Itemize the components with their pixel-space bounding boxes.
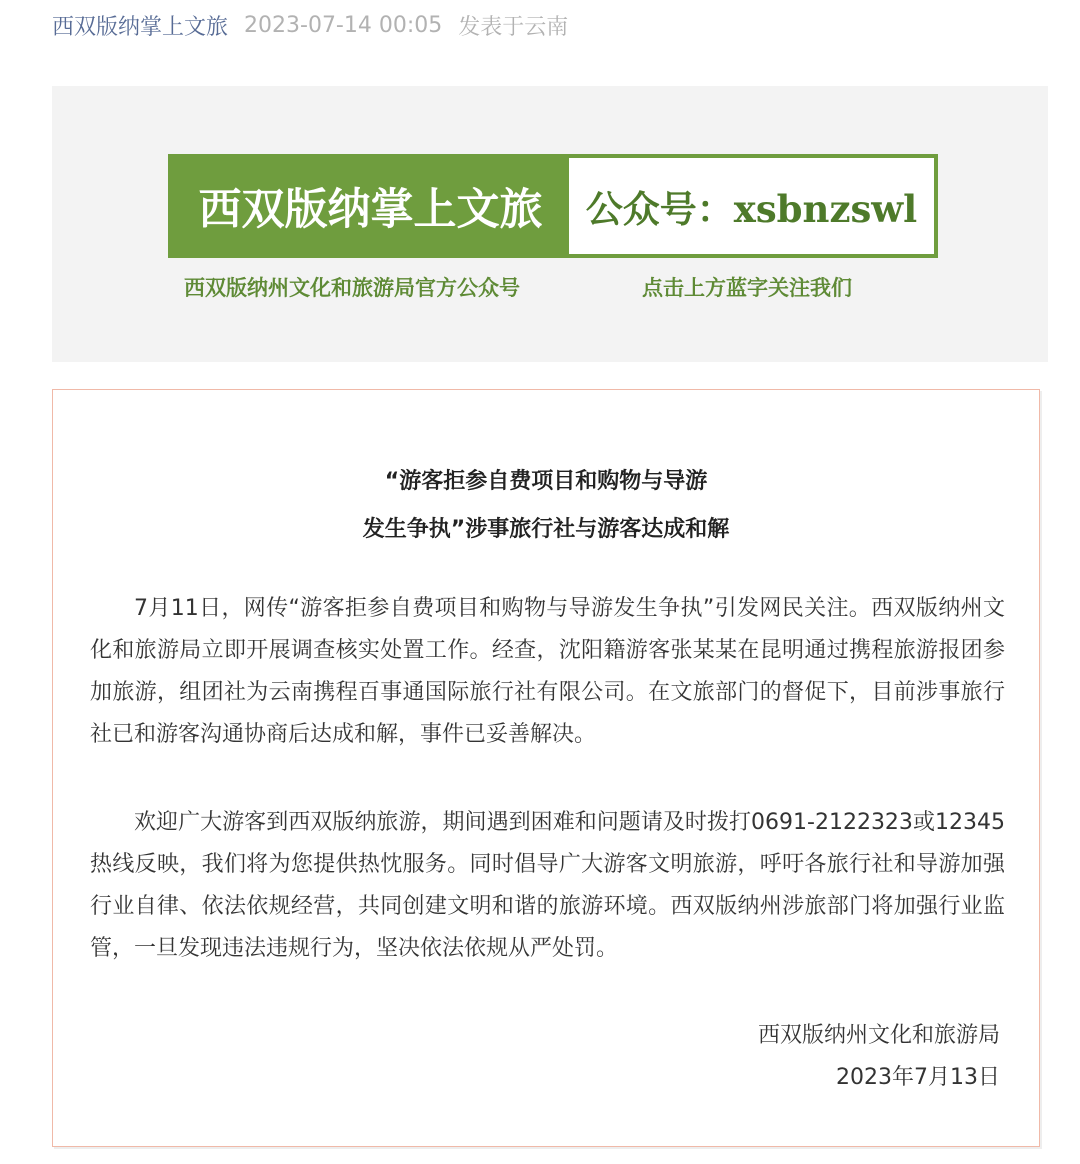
notice-title-line2: 发生争执”涉事旅行社与游客达成和解 bbox=[362, 517, 730, 542]
notice-paragraph-2: 欢迎广大游客到西双版纳旅游，期间遇到困难和问题请及时拨打0691-2122323或12345热线反映，我们将为您提供热忱服务。同时倡导广大游客文明旅游，呼吁各旅行社和导游加强行业自律、依法依规经营，共同创建文明和谐的旅游环境。西双版纳州涉旅部门将加强行业监管，一旦发现违法违规行为，坚决依法依规从严处罚。 bbox=[90, 810, 1005, 961]
account-banner-image bbox=[52, 86, 1048, 362]
article-meta bbox=[52, 9, 568, 41]
banner-subtitle-follow: 点击上方蓝字关注我们 bbox=[642, 275, 852, 300]
signature-organization: 西双版纳州文化和旅游局 bbox=[757, 1023, 1000, 1048]
banner-brand-name: 西双版纳掌上文旅 bbox=[172, 158, 569, 254]
signature-date: 2023年7月13日 bbox=[836, 1065, 1000, 1090]
banner-subtitle-official: 西双版纳州文化和旅游局官方公众号 bbox=[184, 275, 520, 300]
publish-location: 发表于云南 bbox=[458, 14, 569, 40]
notice-title-line1: “游客拒参自费项目和购物与导游 bbox=[384, 469, 708, 494]
notice-card bbox=[52, 389, 1040, 1147]
banner-account-id: 公众号：xsbnzswl bbox=[585, 187, 918, 231]
banner-logo-box bbox=[168, 154, 938, 258]
notice-paragraph-1: 7月11日，网传“游客拒参自费项目和购物与导游发生争执”引发网民关注。西双版纳州文化和旅游局立即开展调查核实处置工作。经查，沈阳籍游客张某某在昆明通过携程旅游报团参加旅游，组团社为云南携程百事通国际旅行社有限公司。在文旅部门的督促下，目前涉事旅行社已和游客沟通协商后达成和解，事件已妥善解决。 bbox=[90, 596, 1005, 747]
publish-time: 2023-07-14 00:05 bbox=[244, 12, 443, 38]
account-name-link[interactable]: 西双版纳掌上文旅 bbox=[52, 14, 229, 40]
